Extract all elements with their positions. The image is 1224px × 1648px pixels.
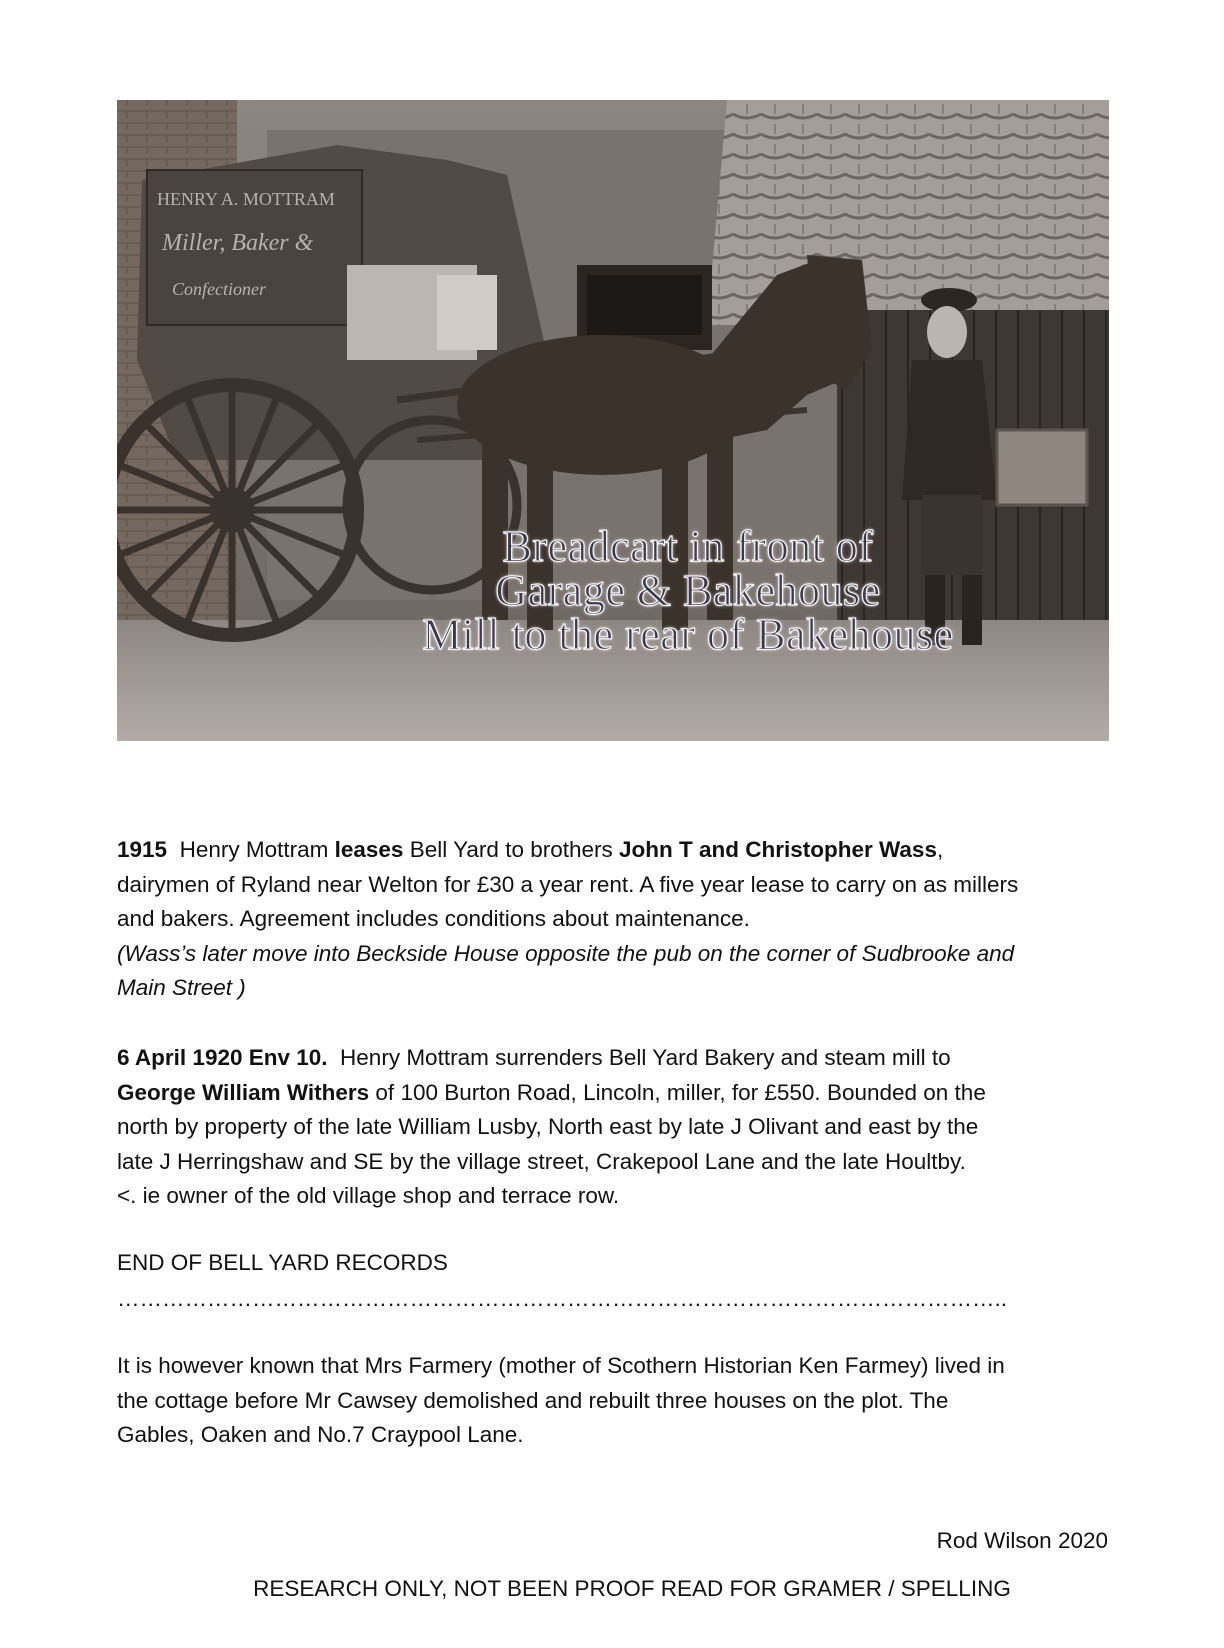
year-1915: 1915 <box>117 837 168 862</box>
caption-line-3: Mill to the rear of Bakehouse <box>422 610 954 659</box>
end-heading: END OF BELL YARD RECORDS <box>117 1250 448 1275</box>
para1-line-3: and bakers. Agreement includes conditions about maintenance. <box>117 906 750 931</box>
para2-line-2 <box>117 1076 1117 1111</box>
para3-line-2: the cottage before Mr Cawsey demolished and rebuilt three houses on the plot. The <box>117 1387 949 1413</box>
para2-text-2: of 100 Burton Road, Lincoln, miller, for £550. Bounded on the <box>375 1079 986 1105</box>
para1-italic-note-2: Main Street ) <box>117 975 246 1000</box>
para1-text-1: Henry Mottram <box>179 837 329 862</box>
author-credit: Rod Wilson 2020 <box>936 1528 1108 1553</box>
caption-line-1: Breadcart in front of <box>502 522 874 571</box>
para2-line-1 <box>117 1041 1117 1076</box>
para2-line-4: late J Herringshaw and SE by the village street, Crakepool Lane and the late Houltby. <box>117 1148 966 1174</box>
research-disclaimer: RESEARCH ONLY, NOT BEEN PROOF READ FOR GRAMER / SPELLING <box>253 1576 1011 1601</box>
para1-bold-leases: leases <box>334 837 404 862</box>
photo-caption <box>117 522 1109 659</box>
para2-text-1: Henry Mottram surrenders Bell Yard Bakery and steam mill to <box>340 1045 951 1070</box>
para2-bold-withers: George William Withers <box>117 1079 370 1105</box>
lease-1915-paragraph <box>117 833 1117 1006</box>
cart-sign-line-3: Confectioner <box>172 279 266 299</box>
caption-line-2: Garage & Bakehouse <box>495 566 881 615</box>
para1-italic-note-1: (Wass’s later move into Beckside House opposite the pub on the corner of Sudbrooke and <box>117 940 1015 966</box>
para2-line-3: north by property of the late William Lusby, North east by late J Olivant and east by the <box>117 1114 979 1139</box>
surrender-1920-paragraph <box>117 1041 1117 1214</box>
para3-line-3: Gables, Oaken and No.7 Craypool Lane. <box>117 1422 524 1447</box>
para1-comma: , <box>936 837 944 862</box>
para1-bold-wass-brothers: John T and Christopher Wass <box>619 837 937 862</box>
para1-line-1 <box>117 833 1117 868</box>
cart-sign-line-1: HENRY A. MOTTRAM <box>157 189 335 209</box>
farmery-paragraph <box>117 1349 1117 1453</box>
para1-text-2: Bell Yard to brothers <box>409 837 613 862</box>
breadcart-photo <box>117 100 1109 741</box>
dotted-divider: ……………………………………………………………………………………………………….. <box>117 1286 1008 1311</box>
cart-sign-line-2: Miller, Baker & <box>162 230 314 256</box>
para1-line-2: dairymen of Ryland near Welton for £30 a year rent. A five year lease to carry on as millers <box>117 871 1019 897</box>
para3-line-1: It is however known that Mrs Farmery (mother of Scothern Historian Ken Farmey) lived in <box>117 1353 1005 1378</box>
para2-line-5: <. ie owner of the old village shop and terrace row. <box>117 1183 620 1208</box>
para2-bold-date: 6 April 1920 Env 10. <box>117 1045 328 1070</box>
